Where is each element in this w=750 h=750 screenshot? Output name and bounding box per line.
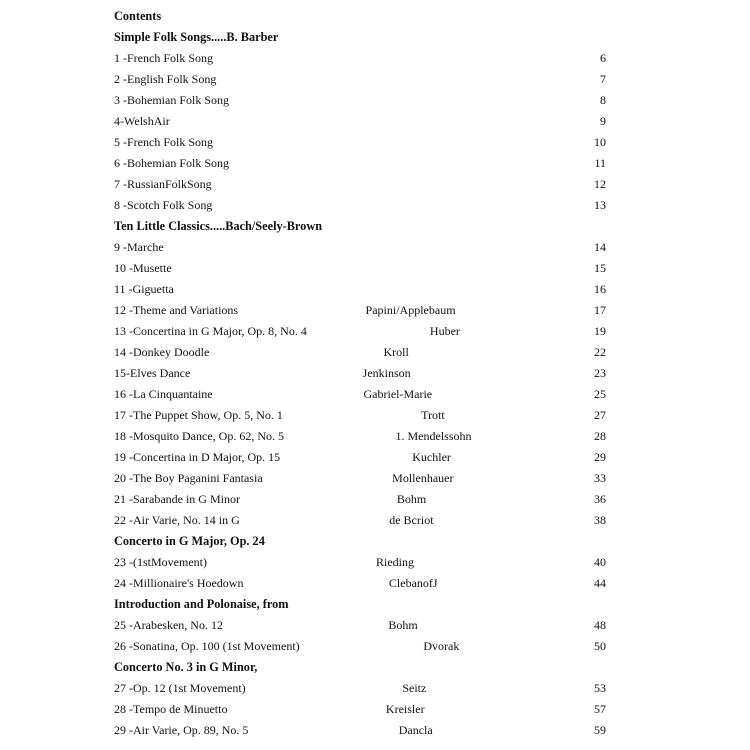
toc-entry[interactable] xyxy=(114,574,606,592)
entry-title: 27 -Op. 12 (1st Movement) xyxy=(114,681,246,695)
entry-page-number: 13 xyxy=(582,196,606,214)
entry-page-number: 12 xyxy=(582,175,606,193)
entry-page-number: 57 xyxy=(582,700,606,718)
entry-title: 18 -Mosquito Dance, Op. 62, No. 5 xyxy=(114,429,284,443)
entry-page-number: 36 xyxy=(582,490,606,508)
entry-composer: Jenkinson xyxy=(362,366,411,380)
entry-composer: Dvorak xyxy=(423,639,460,653)
toc-entry[interactable] xyxy=(114,700,606,718)
entry-title: 25 -Arabesken, No. 12 xyxy=(114,618,223,632)
entry-title: 6 -Bohemian Folk Song xyxy=(114,156,230,170)
entry-title: 8 -Scotch Folk Song xyxy=(114,198,213,212)
section-heading: Simple Folk Songs.....B. Barber xyxy=(114,30,279,44)
section-heading: Introduction and Polonaise, from xyxy=(114,597,289,611)
toc-entry[interactable] xyxy=(114,469,606,487)
toc-entry[interactable] xyxy=(114,259,606,277)
entry-composer: Kreisler xyxy=(385,702,425,716)
entry-composer: 1. Mendelssohn xyxy=(395,429,472,443)
toc-entry[interactable] xyxy=(114,385,606,403)
entry-title: 13 -Concertina in G Major, Op. 8, No. 4 xyxy=(114,324,307,338)
toc-entry[interactable] xyxy=(114,322,606,340)
toc-entry[interactable] xyxy=(114,364,606,382)
entry-page-number: 50 xyxy=(582,637,606,655)
entry-title: 26 -Sonatina, Op. 100 (1st Movement) xyxy=(114,639,300,653)
toc-entry[interactable] xyxy=(114,196,606,214)
entry-title: 28 -Tempo de Minuetto xyxy=(114,702,228,716)
entry-page-number: 48 xyxy=(582,616,606,634)
entry-page-number: 11 xyxy=(582,154,606,172)
entry-title: 9 -Marche xyxy=(114,240,164,254)
entry-page-number: 44 xyxy=(582,574,606,592)
entry-page-number: 14 xyxy=(582,238,606,256)
entry-page-number: 28 xyxy=(582,427,606,445)
entry-composer: Dancla xyxy=(398,723,433,737)
entry-composer: Rieding xyxy=(376,555,414,569)
entry-title: 1 -French Folk Song xyxy=(114,51,213,65)
entry-page-number: 25 xyxy=(582,385,606,403)
toc-entry[interactable] xyxy=(114,154,606,172)
toc-entry[interactable] xyxy=(114,427,606,445)
entry-page-number: 40 xyxy=(582,553,606,571)
entry-composer: Trott xyxy=(421,408,445,422)
entry-title: 23 -(1stMovement) xyxy=(114,555,207,569)
toc-entry[interactable] xyxy=(114,490,606,508)
entry-composer: Gabriel-Marie xyxy=(363,387,433,401)
entry-composer: Seitz xyxy=(402,681,427,695)
toc-entry[interactable] xyxy=(114,448,606,466)
entry-page-number: 29 xyxy=(582,448,606,466)
toc-entry[interactable] xyxy=(114,91,606,109)
toc-entry[interactable] xyxy=(114,70,606,88)
toc-entry[interactable] xyxy=(114,343,606,361)
entry-title: 19 -Concertina in D Major, Op. 15 xyxy=(114,450,281,464)
entry-title: 3 -Bohemian Folk Song xyxy=(114,93,230,107)
entry-composer: Kroll xyxy=(383,345,409,359)
entry-composer: Bohm xyxy=(388,618,418,632)
entry-page-number: 19 xyxy=(582,322,606,340)
entry-title: 21 -Sarabande in G Minor xyxy=(114,492,240,506)
toc-entry[interactable] xyxy=(114,637,606,655)
entry-title: 5 -French Folk Song xyxy=(114,135,213,149)
toc-entry[interactable] xyxy=(114,238,606,256)
entry-composer: Bohm xyxy=(396,492,427,506)
entry-title: 12 -Theme and Variations xyxy=(114,303,239,317)
contents-heading: Contents xyxy=(114,9,162,23)
entry-title: 15-Elves Dance xyxy=(114,366,191,380)
entry-composer: de Bcriot xyxy=(389,513,434,527)
entry-title: 29 -Air Varie, Op. 89, No. 5 xyxy=(114,723,249,737)
entry-title: 4-WelshAir xyxy=(114,114,170,128)
entry-composer: ClebanofJ xyxy=(388,576,438,590)
entry-page-number: 6 xyxy=(582,49,606,67)
entry-page-number: 27 xyxy=(582,406,606,424)
toc-entry[interactable] xyxy=(114,112,606,130)
section-heading: Concerto No. 3 in G Minor, xyxy=(114,660,258,674)
toc-entry[interactable] xyxy=(114,679,606,697)
entry-page-number: 10 xyxy=(582,133,606,151)
entry-title: 22 -Air Varie, No. 14 in G xyxy=(114,513,240,527)
entry-page-number: 38 xyxy=(582,511,606,529)
toc-entry[interactable] xyxy=(114,280,606,298)
toc-entry[interactable] xyxy=(114,49,606,67)
section-heading: Ten Little Classics.....Bach/Seely-Brown xyxy=(114,219,323,233)
entry-page-number: 33 xyxy=(582,469,606,487)
entry-page-number: 9 xyxy=(582,112,606,130)
entry-title: 14 -Donkey Doodle xyxy=(114,345,210,359)
entry-page-number: 59 xyxy=(582,721,606,739)
entry-composer: Mollenhauer xyxy=(392,471,454,485)
entry-page-number: 53 xyxy=(582,679,606,697)
entry-title: 16 -La Cinquantaine xyxy=(114,387,213,401)
entry-page-number: 22 xyxy=(582,343,606,361)
entry-composer: Kuchler xyxy=(412,450,451,464)
entry-page-number: 17 xyxy=(582,301,606,319)
entry-title: 20 -The Boy Paganini Fantasia xyxy=(114,471,263,485)
toc-entry[interactable] xyxy=(114,553,606,571)
entry-page-number: 8 xyxy=(582,91,606,109)
entry-composer: Papini/Applebaum xyxy=(365,303,456,317)
entry-title: 24 -Millionaire's Hoedown xyxy=(114,576,244,590)
toc-entry[interactable] xyxy=(114,721,606,739)
entry-title: 11 -Giguetta xyxy=(114,282,174,296)
entry-title: 2 -English Folk Song xyxy=(114,72,217,86)
entry-title: 17 -The Puppet Show, Op. 5, No. 1 xyxy=(114,408,283,422)
toc-entry[interactable] xyxy=(114,511,606,529)
entry-title: 7 -RussianFolkSong xyxy=(114,177,212,191)
toc-entry[interactable] xyxy=(114,301,606,319)
entry-title: 10 -Musette xyxy=(114,261,172,275)
toc-entry[interactable] xyxy=(114,406,606,424)
toc-entry[interactable] xyxy=(114,133,606,151)
toc-entry[interactable] xyxy=(114,175,606,193)
entry-page-number: 23 xyxy=(582,364,606,382)
entry-composer: Huber xyxy=(429,324,460,338)
toc-entry[interactable] xyxy=(114,616,606,634)
entry-page-number: 16 xyxy=(582,280,606,298)
entry-page-number: 7 xyxy=(582,70,606,88)
entry-page-number: 15 xyxy=(582,259,606,277)
section-heading: Concerto in G Major, Op. 24 xyxy=(114,534,265,548)
